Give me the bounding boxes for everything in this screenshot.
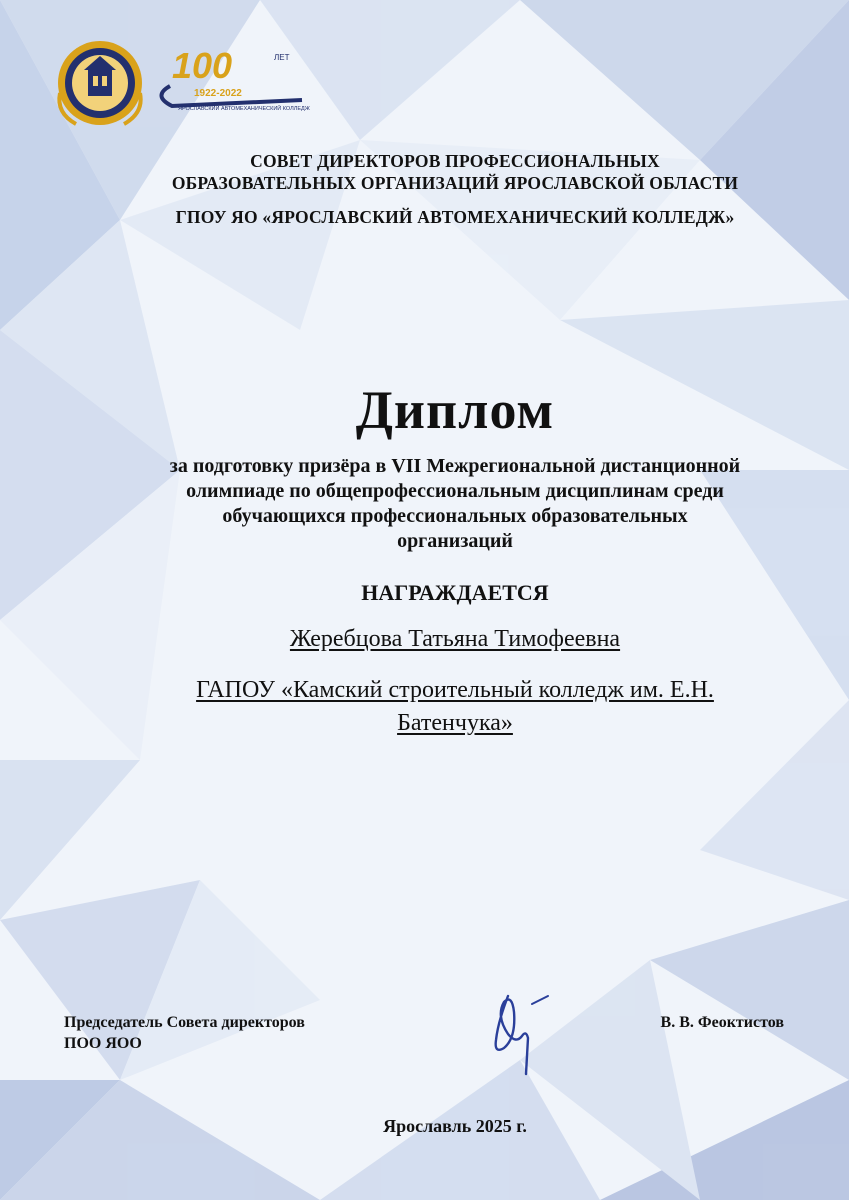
anniversary-years: ЛЕТ	[274, 53, 290, 62]
institution-line-1: ГАПОУ «Камский строительный колледж им. Е.Н.	[196, 677, 714, 703]
chair-title	[64, 1012, 305, 1054]
council-heading	[60, 150, 849, 194]
reason-line-4: организаций	[397, 530, 513, 552]
college-heading: ГПОУ ЯО «ЯРОСЛАВСКИЙ АВТОМЕХАНИЧЕСКИЙ КОЛЛЕДЖ»	[175, 207, 735, 227]
reason-line-2: олимпиаде по общепрофессиональным дисциплинам среди	[186, 480, 724, 502]
chair-line-1: Председатель Совета директоров	[64, 1014, 305, 1031]
council-line-1: СОВЕТ ДИРЕКТОРОВ ПРОФЕССИОНАЛЬНЫХ	[250, 151, 660, 171]
signer-name: В. В. Феоктистов	[660, 1014, 784, 1031]
anniversary-logo-icon	[161, 45, 309, 112]
awarded-label: НАГРАЖДАЕТСЯ	[361, 580, 549, 605]
signature-icon	[482, 982, 562, 1082]
chair-line-2: ПОО ЯОО	[64, 1035, 142, 1052]
anniversary-caption: ЯРОСЛАВСКИЙ АВТОМЕХАНИЧЕСКИЙ КОЛЛЕДЖ	[178, 106, 310, 112]
city-year: Ярославль 2025 г.	[383, 1116, 527, 1136]
college-logos	[52, 38, 322, 128]
reason-line-1: за подготовку призёра в VII Межрегиональной дистанционной	[169, 455, 741, 477]
institution-line-2: Батенчука»	[397, 710, 513, 736]
reason-line-3: обучающихся профессиональных образовательных	[222, 505, 688, 527]
anniversary-range: 1922-2022	[194, 88, 242, 99]
recipient-institution	[120, 674, 790, 740]
anniversary-number: 100	[172, 45, 233, 86]
diploma-title: Диплом	[355, 380, 555, 440]
award-reason	[125, 454, 785, 554]
council-line-2: ОБРАЗОВАТЕЛЬНЫХ ОРГАНИЗАЦИЙ ЯРОСЛАВСКОЙ ОБЛАСТИ	[171, 173, 739, 193]
recipient-name: Жеребцова Татьяна Тимофеевна	[289, 626, 621, 652]
college-emblem-icon	[58, 41, 142, 125]
